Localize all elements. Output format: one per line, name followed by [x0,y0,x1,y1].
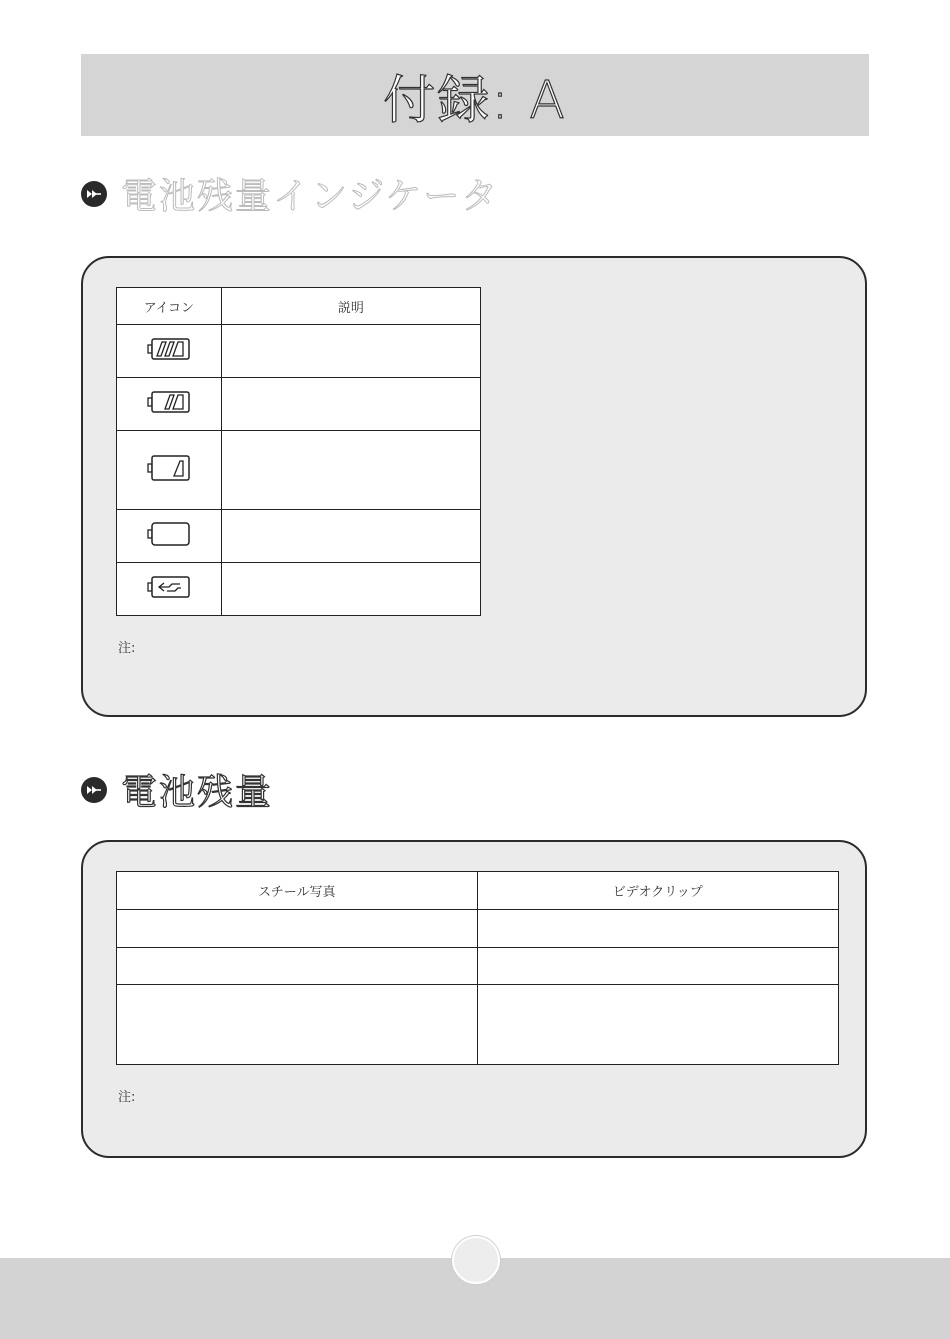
section-heading-battery-indicator [81,168,499,219]
table-cell [117,985,478,1065]
table-header-row [117,872,839,910]
table-row [117,563,481,616]
icon-cell [117,378,222,431]
icon-cell [117,563,222,616]
table-cell [117,910,478,948]
page-title: 付録: A [383,70,567,131]
table-header-row [117,288,481,325]
section-heading-label: 電池残量 [121,772,274,813]
battery-one-third-icon [147,454,191,482]
table-row [117,510,481,563]
battery-charging-icon [147,575,191,599]
battery-full-icon [147,337,191,361]
table-cell [117,948,478,985]
table-header-icon: アイコン [117,288,222,325]
arrow-bullet-icon [81,181,107,207]
battery-indicator-table [116,287,481,616]
description-cell [221,510,480,563]
battery-life-panel [81,840,867,1158]
table-row [117,378,481,431]
note-label: 注: [118,641,136,656]
arrow-bullet-icon [81,777,107,803]
table-cell [477,948,839,985]
table-header-still-photo: スチール写真 [117,872,478,910]
table-row [117,431,481,510]
description-cell [221,378,480,431]
section-heading-battery-life [81,764,273,815]
battery-indicator-panel [81,256,867,717]
table-row [117,948,839,985]
battery-empty-icon [147,521,191,547]
table-row [117,910,839,948]
table-cell [477,910,839,948]
description-cell [221,325,480,378]
icon-cell [117,325,222,378]
battery-two-thirds-icon [147,390,191,414]
title-bar [81,54,869,136]
description-cell [221,563,480,616]
battery-life-table [116,871,839,1065]
description-cell [221,431,480,510]
page-number-badge [452,1236,500,1284]
table-header-description: 説明 [221,288,480,325]
icon-cell [117,431,222,510]
note-label: 注: [118,1090,136,1105]
icon-cell [117,510,222,563]
table-row [117,325,481,378]
section-heading-label: 電池残量インジケータ [121,176,500,217]
table-header-video-clip: ビデオクリップ [477,872,839,910]
table-row [117,985,839,1065]
table-cell [477,985,839,1065]
